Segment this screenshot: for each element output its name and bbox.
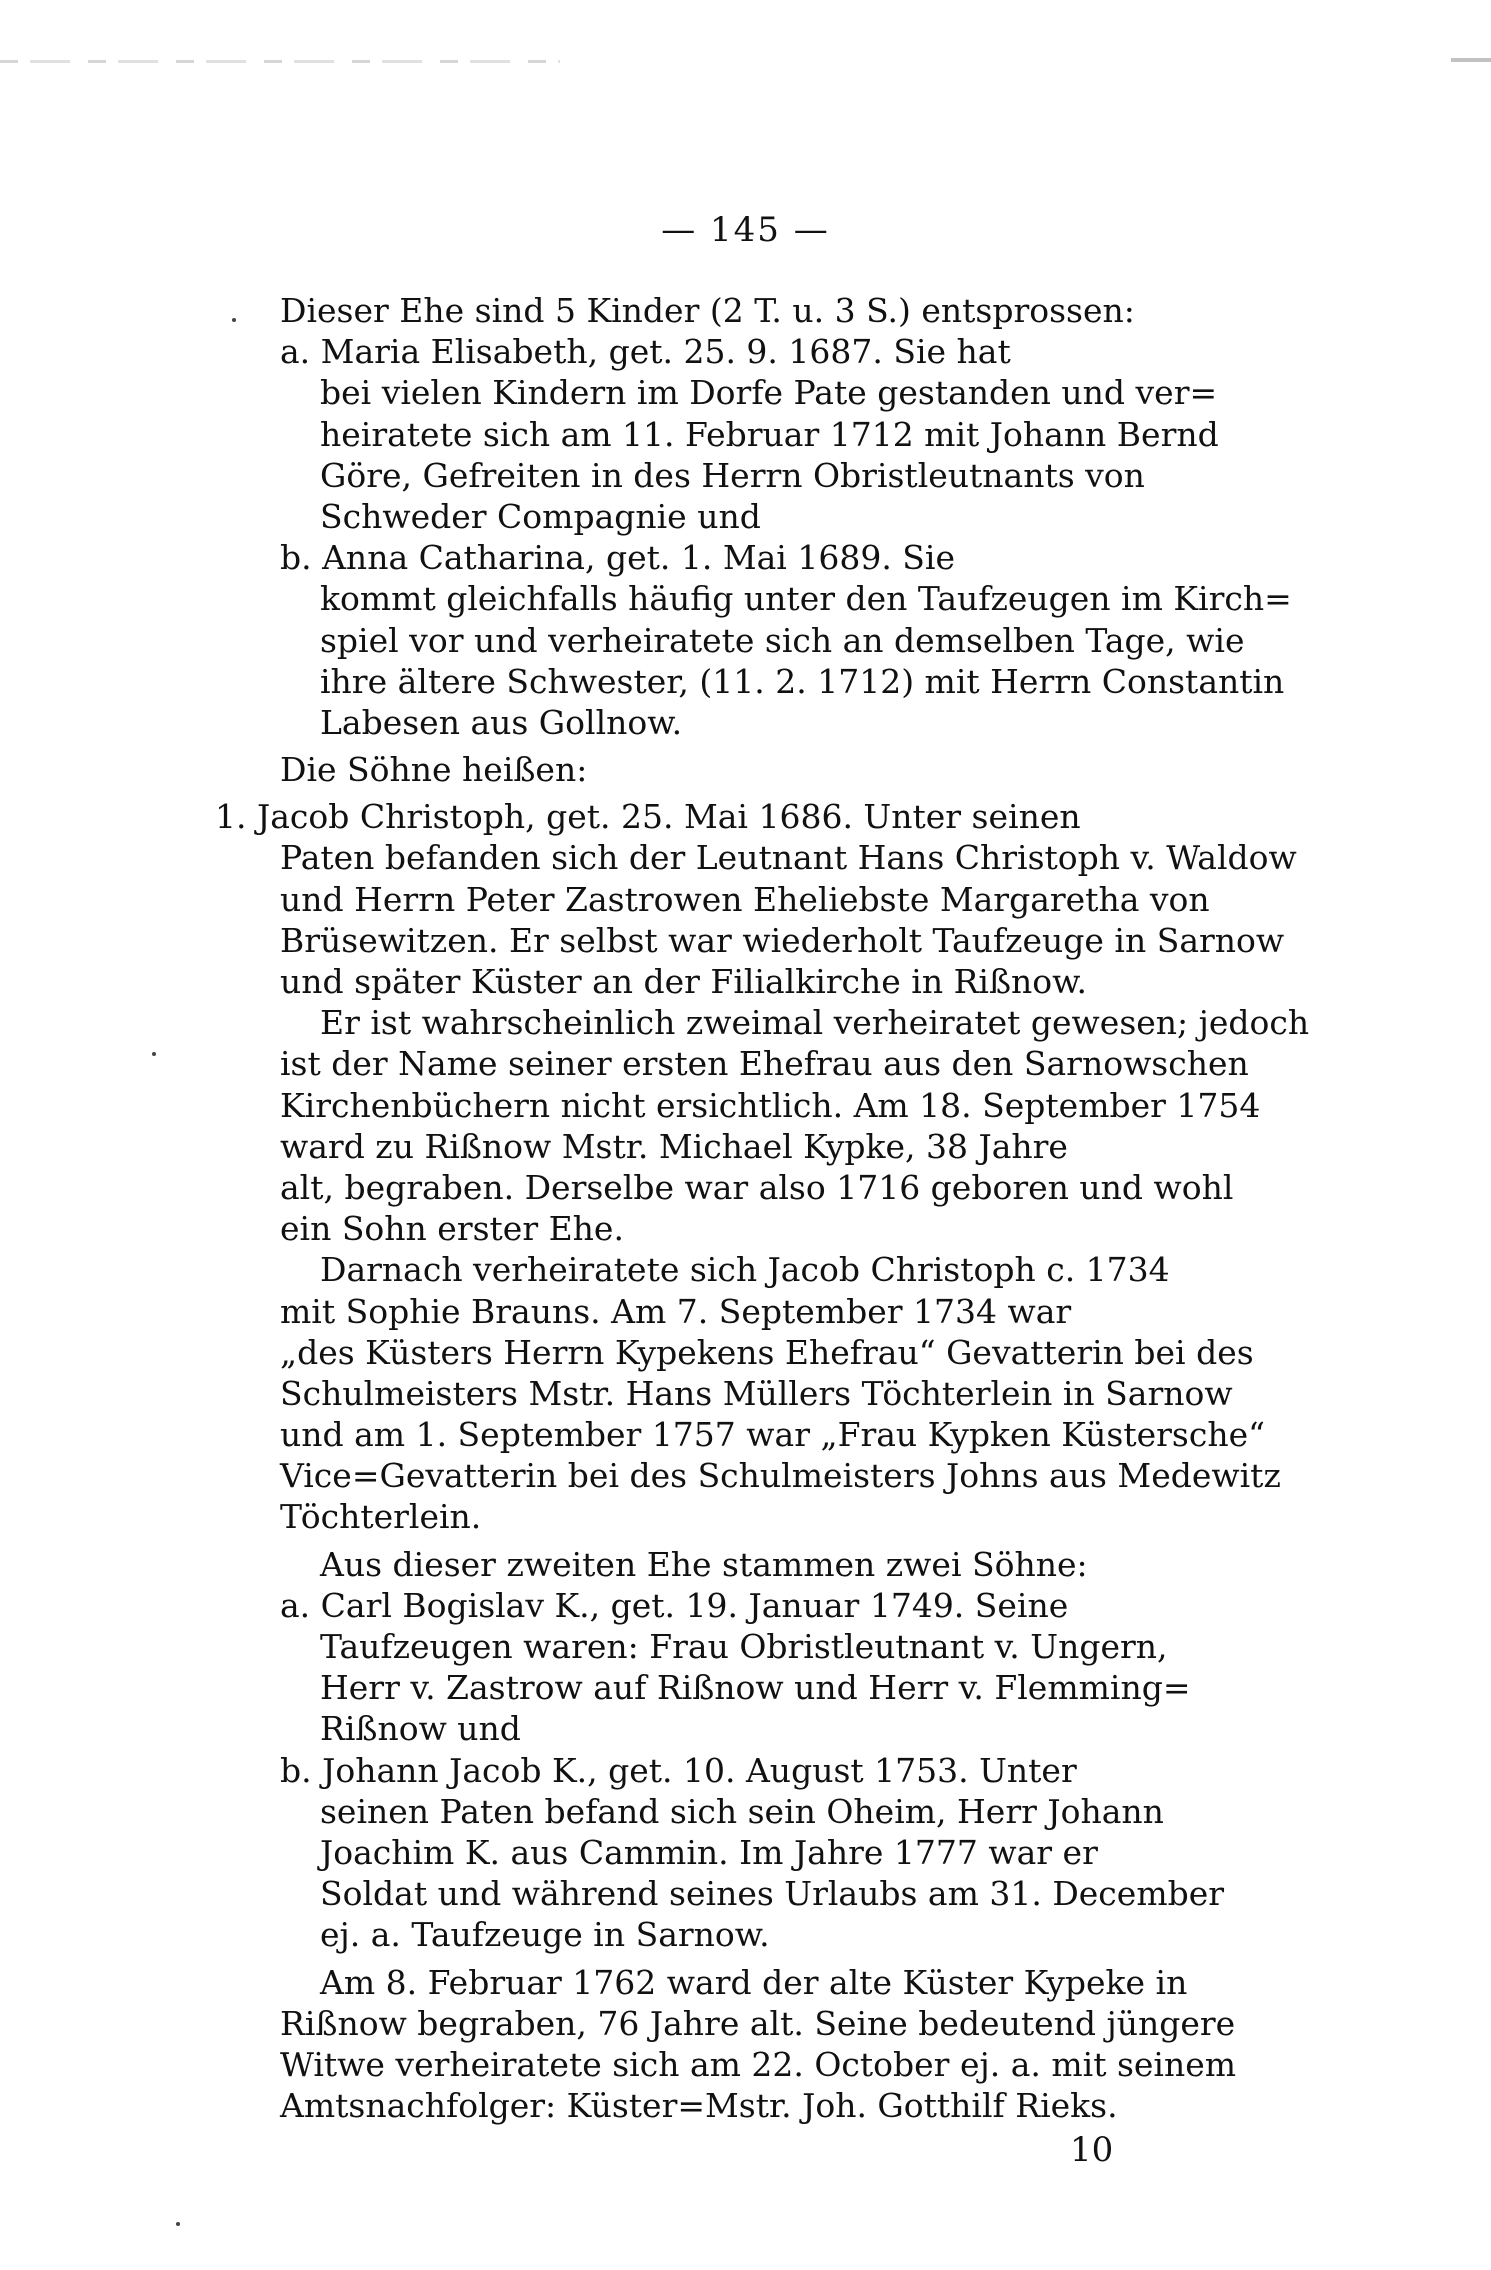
text-line: „des Küsters Herrn Kypekens Ehefrau“ Gevatterin bei des bbox=[280, 1332, 1254, 1372]
text-line: ej. a. Taufzeuge in Sarnow. bbox=[320, 1915, 770, 1955]
text-line: Joachim K. aus Cammin. Im Jahre 1777 war er bbox=[320, 1832, 1098, 1872]
text-line: b. Johann Jacob K., get. 10. August 1753. Unter bbox=[280, 1750, 1077, 1790]
text-line: Darnach verheiratete sich Jacob Christoph c. 1734 bbox=[320, 1250, 1170, 1290]
text-line: und Herrn Peter Zastrowen Eheliebste Margaretha von bbox=[280, 879, 1210, 919]
text-line: Er ist wahrscheinlich zweimal verheiratet gewesen; jedoch bbox=[320, 1003, 1310, 1043]
text-line: a. Carl Bogislav K., get. 19. Januar 1749. Seine bbox=[280, 1585, 1069, 1625]
text-line: und am 1. September 1757 war „Frau Kypken Küstersche“ bbox=[280, 1415, 1265, 1455]
text-line: 1. Jacob Christoph, get. 25. Mai 1686. Unter seinen bbox=[215, 797, 1081, 837]
scan-speck bbox=[176, 2222, 180, 2226]
text-line: alt, begraben. Derselbe war also 1716 geboren und wohl bbox=[280, 1167, 1234, 1207]
text-line: kommt gleichfalls häufig unter den Taufzeugen im Kirch= bbox=[320, 579, 1292, 619]
page-number: — 145 — bbox=[661, 210, 830, 250]
text-line: Rißnow begraben, 76 Jahre alt. Seine bedeutend jüngere bbox=[280, 2003, 1236, 2043]
scan-speck bbox=[152, 1052, 156, 1056]
text-line: Am 8. Februar 1762 ward der alte Küster Kypeke in bbox=[320, 1962, 1188, 2002]
text-line: Rißnow und bbox=[320, 1709, 521, 1749]
text-line: Die Söhne heißen: bbox=[280, 750, 588, 790]
text-line: spiel vor und verheiratete sich an demselben Tage, wie bbox=[320, 620, 1245, 660]
text-line: bei vielen Kindern im Dorfe Pate gestanden und ver= bbox=[320, 373, 1218, 413]
text-line: ward zu Rißnow Mstr. Michael Kypke, 38 Jahre bbox=[280, 1126, 1068, 1166]
text-line: Aus dieser zweiten Ehe stammen zwei Söhne: bbox=[320, 1544, 1088, 1584]
text-line: Schulmeisters Mstr. Hans Müllers Töchterlein in Sarnow bbox=[280, 1373, 1233, 1413]
text-line: Kirchenbüchern nicht ersichtlich. Am 18. September 1754 bbox=[280, 1085, 1261, 1125]
page-text-body bbox=[215, 290, 1310, 2126]
text-line: b. Anna Catharina, get. 1. Mai 1689. Sie bbox=[280, 538, 955, 578]
text-line: Göre, Gefreiten in des Herrn Obristleutnants von bbox=[320, 455, 1145, 495]
text-line: Herr v. Zastrow auf Rißnow und Herr v. Flemming= bbox=[320, 1668, 1191, 1708]
text-line: Witwe verheiratete sich am 22. October ej. a. mit seinem bbox=[280, 2044, 1237, 2084]
scan-speck bbox=[232, 318, 236, 322]
text-line: Vice=Gevatterin bei des Schulmeisters Johns aus Medewitz bbox=[280, 1456, 1281, 1496]
text-line: Taufzeugen waren: Frau Obristleutnant v. Ungern, bbox=[320, 1627, 1168, 1666]
text-line: ihre ältere Schwester, (11. 2. 1712) mit Herrn Constantin bbox=[320, 661, 1285, 701]
text-line: ist der Name seiner ersten Ehefrau aus den Sarnowschen bbox=[280, 1044, 1249, 1084]
text-line: Töchterlein. bbox=[280, 1497, 482, 1537]
text-line: Soldat und während seines Urlaubs am 31. December bbox=[320, 1874, 1225, 1914]
text-line: ein Sohn erster Ehe. bbox=[280, 1209, 624, 1249]
scan-artifact-top bbox=[0, 60, 560, 63]
text-line: Schweder Compagnie und bbox=[320, 496, 761, 536]
text-line: Brüsewitzen. Er selbst war wiederholt Taufzeuge in Sarnow bbox=[280, 920, 1285, 960]
scan-artifact-corner bbox=[1451, 58, 1491, 62]
text-line: seinen Paten befand sich sein Oheim, Herr Johann bbox=[320, 1791, 1164, 1831]
text-line: Paten befanden sich der Leutnant Hans Christoph v. Waldow bbox=[280, 838, 1297, 878]
signature-mark: 10 bbox=[1070, 2130, 1114, 2170]
text-line: Dieser Ehe sind 5 Kinder (2 T. u. 3 S.) entsprossen: bbox=[280, 291, 1135, 330]
text-line: mit Sophie Brauns. Am 7. September 1734 war bbox=[280, 1291, 1072, 1331]
text-line: Amtsnachfolger: Küster=Mstr. Joh. Gotthilf Rieks. bbox=[280, 2086, 1118, 2126]
text-line: a. Maria Elisabeth, get. 25. 9. 1687. Sie hat bbox=[280, 332, 1011, 372]
text-line: Labesen aus Gollnow. bbox=[320, 702, 683, 742]
text-line: heiratete sich am 11. Februar 1712 mit Johann Bernd bbox=[320, 414, 1219, 454]
text-line: und später Küster an der Filialkirche in Rißnow. bbox=[280, 962, 1087, 1001]
